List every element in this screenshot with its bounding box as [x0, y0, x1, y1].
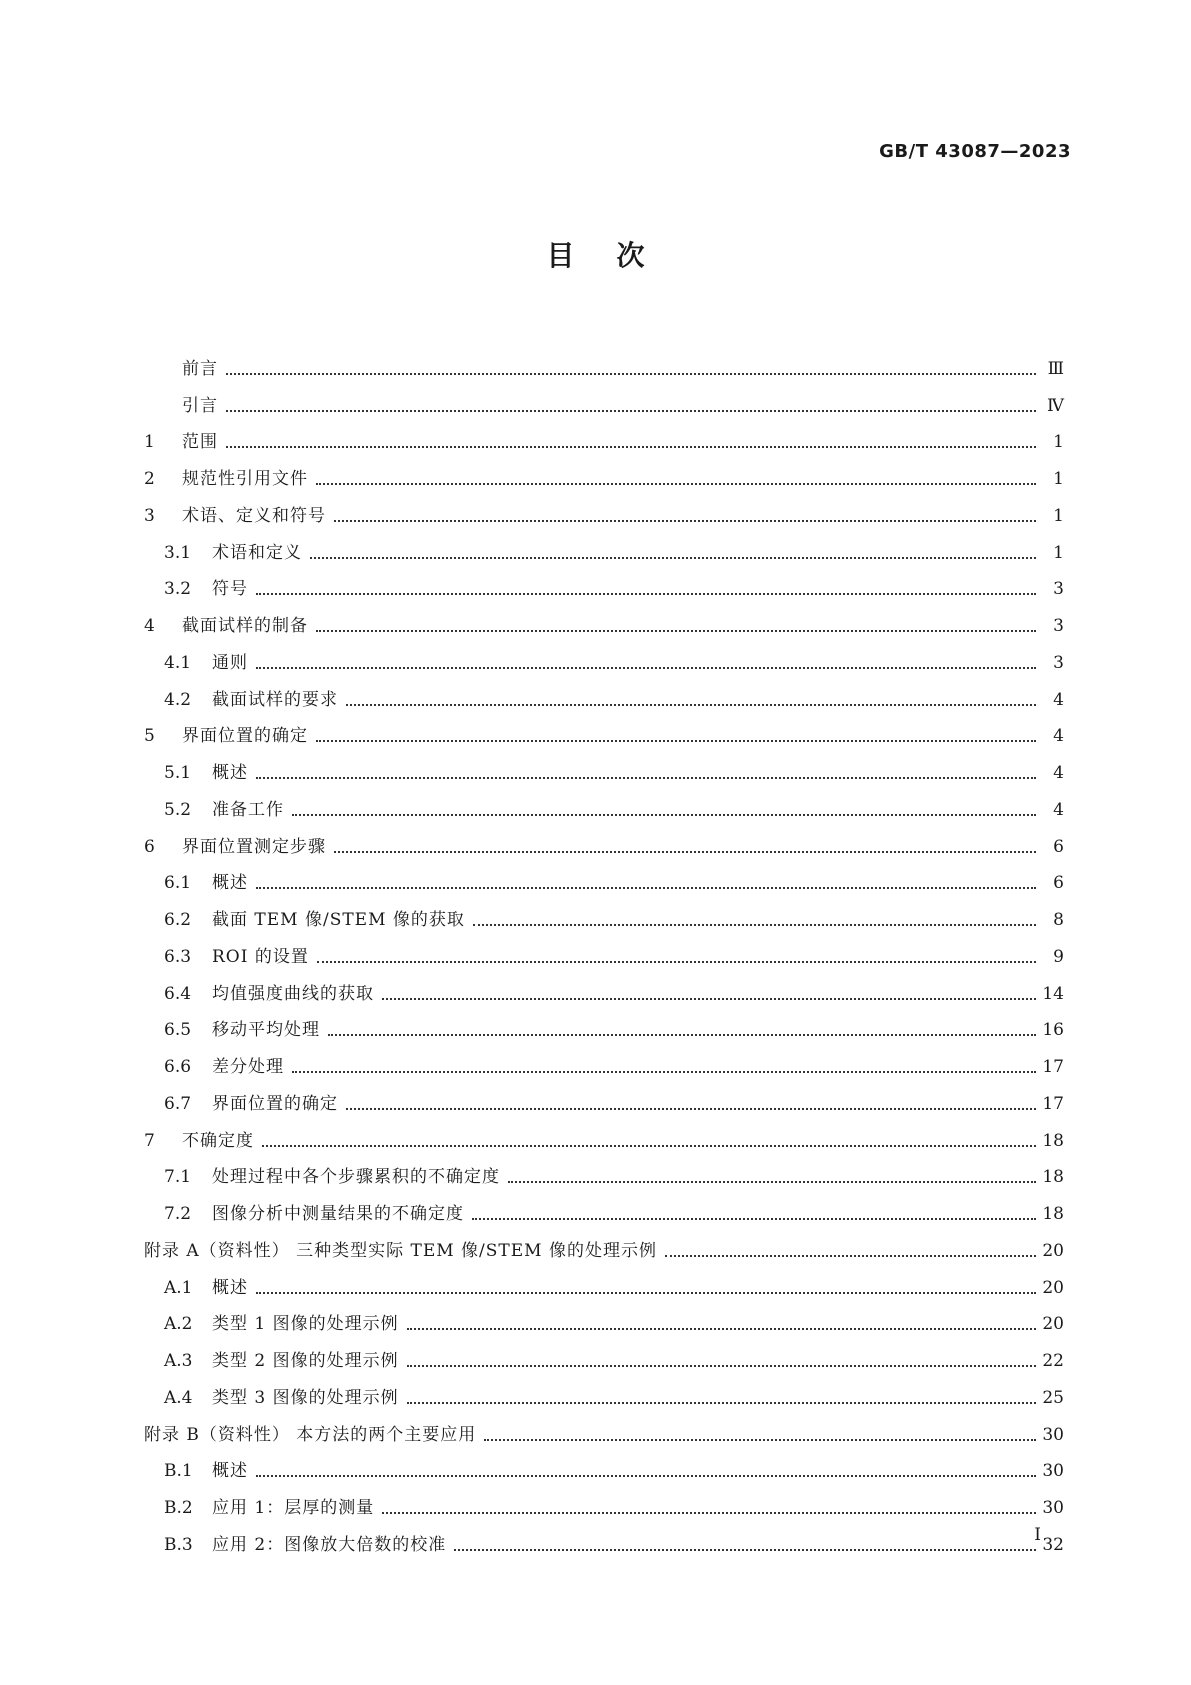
dot-leader	[316, 630, 1036, 632]
toc-entry-number: B.2	[164, 1498, 193, 1518]
toc-entry-label: 范围	[182, 432, 218, 453]
toc-entry-label: 概述	[212, 1277, 248, 1298]
dot-leader	[316, 483, 1036, 485]
toc-entry-label: 界面位置的确定	[182, 726, 308, 747]
toc-entry-number: 3.2	[164, 579, 192, 600]
toc-entry-number: 6.4	[164, 983, 192, 1004]
toc-entry-label: 移动平均处理	[212, 1020, 320, 1041]
toc-entry-page: 3	[1053, 616, 1064, 636]
toc-entry-number: A.4	[164, 1387, 193, 1408]
toc-entry-number: 6.6	[164, 1057, 192, 1077]
toc-entry[interactable]	[144, 1518, 1064, 1555]
toc-entry-label: 术语、定义和符号	[182, 505, 326, 526]
toc-entry-page: 8	[1053, 910, 1064, 930]
dot-leader	[262, 1145, 1036, 1147]
dot-leader	[316, 740, 1036, 742]
toc-entry[interactable]	[144, 526, 1064, 563]
toc-entry[interactable]	[144, 1371, 1064, 1408]
toc-entry[interactable]	[144, 563, 1064, 600]
toc-entry-number: 6.7	[164, 1093, 192, 1114]
toc-entry[interactable]	[144, 1004, 1064, 1041]
toc-entry-number: B.1	[164, 1461, 193, 1482]
toc-entry-label: 图像分析中测量结果的不确定度	[212, 1204, 464, 1224]
toc-entry[interactable]	[144, 1151, 1064, 1188]
toc-entry-page: 9	[1053, 946, 1064, 967]
toc-entry[interactable]	[144, 1408, 1064, 1445]
toc-entry-label: 截面 TEM 像/STEM 像的获取	[212, 910, 465, 930]
dot-leader	[292, 1071, 1036, 1073]
table-of-contents	[144, 342, 1064, 1555]
toc-entry[interactable]	[144, 820, 1064, 857]
dot-leader	[256, 667, 1036, 669]
toc-entry-number: 1	[144, 432, 155, 453]
toc-entry[interactable]	[144, 710, 1064, 747]
dot-leader	[382, 998, 1036, 1000]
toc-entry[interactable]	[144, 1445, 1064, 1482]
toc-entry[interactable]	[144, 416, 1064, 453]
toc-entry-page: 1	[1053, 469, 1064, 489]
toc-entry[interactable]	[144, 599, 1064, 636]
toc-entry[interactable]	[144, 1077, 1064, 1114]
toc-entry-number: B.3	[164, 1534, 193, 1555]
toc-entry-number: 7.2	[164, 1204, 192, 1224]
toc-entry-page: 1	[1053, 505, 1064, 526]
toc-entry-page: 18	[1042, 1204, 1064, 1224]
toc-entry-number: 7.1	[164, 1167, 192, 1188]
toc-entry[interactable]	[144, 857, 1064, 894]
toc-entry-page: Ⅲ	[1047, 358, 1064, 379]
dot-leader	[256, 887, 1036, 889]
toc-entry-page: 1	[1053, 432, 1064, 453]
toc-entry-page: 3	[1053, 579, 1064, 600]
toc-entry-label: 界面位置测定步骤	[182, 836, 326, 857]
toc-entry[interactable]	[144, 489, 1064, 526]
dot-leader	[226, 373, 1036, 375]
toc-entry-label: 附录 A（资料性） 三种类型实际 TEM 像/STEM 像的处理示例	[144, 1240, 657, 1261]
toc-entry-label: 准备工作	[212, 799, 284, 820]
dot-leader	[407, 1365, 1036, 1367]
toc-entry-label: 概述	[212, 873, 248, 894]
toc-entry[interactable]	[144, 1187, 1064, 1224]
toc-entry[interactable]	[144, 746, 1064, 783]
dot-leader	[407, 1328, 1036, 1330]
toc-entry-label: 均值强度曲线的获取	[212, 983, 374, 1004]
toc-entry[interactable]	[144, 1040, 1064, 1077]
toc-entry-label: 处理过程中各个步骤累积的不确定度	[212, 1167, 500, 1188]
toc-entry-label: 规范性引用文件	[182, 469, 308, 489]
toc-entry-label: 符号	[212, 579, 248, 600]
toc-entry-page: 17	[1042, 1057, 1064, 1077]
toc-entry-label: 附录 B（资料性） 本方法的两个主要应用	[144, 1424, 477, 1445]
dot-leader	[334, 851, 1036, 853]
toc-entry[interactable]	[144, 379, 1064, 416]
toc-entry-label: 截面试样的制备	[182, 616, 308, 636]
toc-entry-label: ROI 的设置	[212, 946, 309, 967]
page-title: 目次	[546, 239, 687, 272]
toc-entry[interactable]	[144, 930, 1064, 967]
dot-leader	[256, 777, 1036, 779]
toc-entry-label: 差分处理	[212, 1057, 284, 1077]
toc-entry[interactable]	[144, 636, 1064, 673]
toc-entry-page: Ⅳ	[1047, 395, 1064, 416]
toc-entry-label: 前言	[182, 358, 218, 379]
dot-leader	[256, 1292, 1036, 1294]
toc-entry-number: 6.1	[164, 873, 192, 894]
toc-entry-number: 3	[144, 505, 155, 526]
dot-leader	[346, 704, 1036, 706]
toc-entry-page: 17	[1042, 1093, 1064, 1114]
toc-entry[interactable]	[144, 893, 1064, 930]
toc-entry-number: 6.5	[164, 1020, 192, 1041]
toc-entry-number: 4.1	[164, 652, 192, 673]
toc-entry[interactable]	[144, 342, 1064, 379]
toc-entry-label: 界面位置的确定	[212, 1093, 338, 1114]
toc-entry-label: 类型 2 图像的处理示例	[212, 1351, 399, 1371]
toc-entry-number: A.1	[164, 1277, 193, 1298]
page-number: Ⅰ	[1034, 1525, 1041, 1545]
toc-entry[interactable]	[144, 452, 1064, 489]
toc-entry-page: 16	[1042, 1020, 1064, 1041]
toc-entry-page: 6	[1053, 836, 1064, 857]
toc-entry-number: 4	[144, 616, 155, 636]
dot-leader	[346, 1108, 1036, 1110]
dot-leader	[226, 410, 1036, 412]
toc-entry-page: 22	[1042, 1351, 1064, 1371]
toc-entry-number: 3.1	[164, 542, 192, 563]
dot-leader	[310, 557, 1036, 559]
toc-entry-page: 4	[1053, 689, 1064, 710]
toc-entry-label: 类型 3 图像的处理示例	[212, 1387, 399, 1408]
dot-leader	[407, 1402, 1036, 1404]
toc-entry[interactable]	[144, 1114, 1064, 1151]
toc-entry-number: 4.2	[164, 689, 192, 710]
dot-leader	[256, 593, 1036, 595]
toc-entry-page: 30	[1042, 1498, 1064, 1518]
toc-entry-number: 5.1	[164, 763, 192, 783]
toc-entry-label: 不确定度	[182, 1130, 254, 1151]
toc-entry-page: 32	[1042, 1534, 1064, 1555]
toc-entry-label: 应用 2：图像放大倍数的校准	[212, 1534, 447, 1555]
dot-leader	[472, 1218, 1036, 1220]
dot-leader	[508, 1181, 1036, 1183]
dot-leader	[484, 1439, 1036, 1441]
toc-entry-label: 通则	[212, 652, 248, 673]
toc-entry-label: 术语和定义	[212, 542, 302, 563]
toc-entry-number: 6.2	[164, 910, 192, 930]
toc-entry-number: 6	[144, 836, 155, 857]
toc-entry-page: 20	[1042, 1240, 1064, 1261]
toc-entry-page: 18	[1042, 1130, 1064, 1151]
toc-entry-page: 14	[1042, 983, 1064, 1004]
dot-leader	[454, 1549, 1036, 1551]
standard-code: GB/T 43087—2023	[879, 141, 1071, 162]
toc-entry-number: 5	[144, 726, 155, 747]
toc-entry-number: 6.3	[164, 946, 192, 967]
toc-entry-page: 18	[1042, 1167, 1064, 1188]
toc-entry-page: 30	[1042, 1424, 1064, 1445]
toc-entry-page: 20	[1042, 1277, 1064, 1298]
toc-entry-number: 7	[144, 1130, 155, 1151]
toc-entry[interactable]	[144, 1334, 1064, 1371]
toc-entry[interactable]	[144, 1261, 1064, 1298]
toc-entry[interactable]	[144, 1481, 1064, 1518]
toc-entry-label: 类型 1 图像的处理示例	[212, 1314, 399, 1335]
toc-entry-label: 概述	[212, 763, 248, 783]
toc-entry[interactable]	[144, 967, 1064, 1004]
toc-entry-label: 截面试样的要求	[212, 689, 338, 710]
toc-entry-label: 概述	[212, 1461, 248, 1482]
toc-entry-page: 20	[1042, 1314, 1064, 1335]
dot-leader	[292, 814, 1036, 816]
toc-entry[interactable]	[144, 783, 1064, 820]
toc-entry-page: 4	[1053, 799, 1064, 820]
dot-leader	[665, 1255, 1036, 1257]
toc-entry-page: 6	[1053, 873, 1064, 894]
dot-leader	[473, 924, 1036, 926]
toc-entry-number: A.2	[164, 1314, 193, 1335]
toc-entry[interactable]	[144, 1224, 1064, 1261]
dot-leader	[226, 446, 1036, 448]
toc-entry-page: 1	[1053, 542, 1064, 563]
toc-entry-label: 引言	[182, 395, 218, 416]
toc-entry-label: 应用 1：层厚的测量	[212, 1498, 375, 1518]
dot-leader	[334, 520, 1036, 522]
toc-entry-page: 3	[1053, 652, 1064, 673]
toc-entry-page: 25	[1042, 1387, 1064, 1408]
dot-leader	[328, 1034, 1036, 1036]
toc-entry[interactable]	[144, 1298, 1064, 1335]
dot-leader	[317, 961, 1036, 963]
toc-entry-page: 30	[1042, 1461, 1064, 1482]
dot-leader	[256, 1475, 1036, 1477]
toc-entry-number: 2	[144, 469, 155, 489]
toc-entry-page: 4	[1053, 726, 1064, 747]
toc-entry[interactable]	[144, 673, 1064, 710]
toc-entry-page: 4	[1053, 763, 1064, 783]
dot-leader	[382, 1512, 1036, 1514]
toc-entry-number: 5.2	[164, 799, 192, 820]
toc-entry-number: A.3	[164, 1351, 193, 1371]
